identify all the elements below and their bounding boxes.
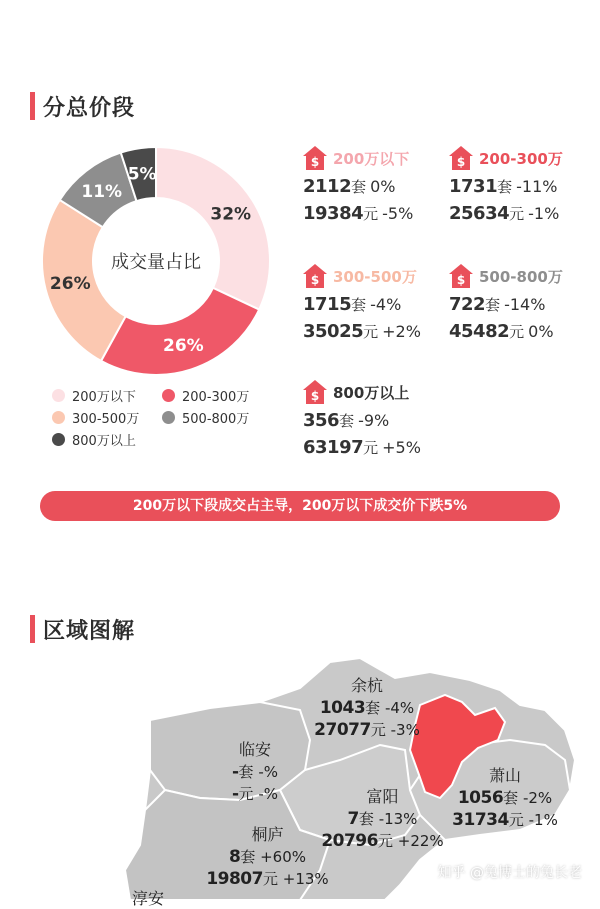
price-suffix: 元 [363, 205, 379, 223]
section-title-text: 区域图解 [43, 618, 136, 644]
units-change: 0% [370, 177, 396, 196]
legend-item-200-300 [162, 386, 249, 405]
units-value: 2112 [303, 176, 352, 197]
price-value: 45482 [449, 321, 510, 342]
district-yuhang [312, 673, 422, 740]
watermark: 知乎 @兔博士的兔长老 [437, 865, 582, 881]
price-suffix: 元 [509, 323, 525, 341]
legend-item-300-500 [52, 408, 139, 427]
price-block-over-800 [303, 380, 421, 458]
units-suffix: 套 [503, 789, 519, 807]
price-value: 19384 [303, 203, 364, 224]
units-value: 1715 [303, 294, 352, 315]
district-tonglu [205, 822, 330, 889]
district-units-change: +60% [260, 848, 307, 866]
district-name: 桐庐 [251, 825, 284, 844]
price-change: +2% [382, 322, 421, 341]
district-name: 余杭 [350, 676, 383, 695]
district-name: 临安 [238, 740, 271, 759]
district-price: - [231, 784, 239, 804]
price-house-icon: $ [449, 264, 473, 288]
price-suffix: 元 [508, 811, 524, 829]
price-block-300-500 [303, 264, 421, 342]
price-suffix: 元 [363, 323, 379, 341]
units-value: 356 [303, 410, 340, 431]
units-suffix: 套 [351, 296, 367, 314]
price-value: 63197 [303, 437, 364, 458]
summary-banner: 200万以下段成交占主导，200万以下成交价下跌5% [40, 491, 560, 521]
price-change: -1% [528, 204, 560, 223]
legend-dot [52, 433, 65, 446]
price-house-icon: $ [449, 146, 473, 170]
district-units-change: -2% [522, 789, 553, 807]
units-value: 722 [449, 294, 486, 315]
price-block-category: 200-300万 [479, 149, 563, 168]
price-house-icon: $ [303, 380, 327, 404]
price-block-under-200 [303, 146, 413, 224]
district-linan [205, 737, 305, 804]
units-suffix: 套 [339, 412, 355, 430]
price-suffix: 元 [370, 721, 386, 739]
section-title-price-range [30, 91, 135, 121]
legend-dot [162, 389, 175, 402]
units-change: -9% [358, 411, 390, 430]
legend-item-500-800 [162, 408, 249, 427]
district-price: 20796 [321, 831, 378, 851]
price-value: 35025 [303, 321, 364, 342]
price-block-category: 800万以上 [333, 383, 410, 402]
title-accent-bar [30, 92, 35, 120]
donut-slice-label: 11% [81, 182, 123, 203]
price-change: -5% [382, 204, 414, 223]
section-title-text: 分总价段 [43, 95, 136, 121]
title-accent-bar [30, 615, 35, 643]
units-suffix: 套 [351, 178, 367, 196]
price-suffix: 元 [363, 439, 379, 457]
donut-slice [101, 288, 259, 375]
price-suffix: 元 [509, 205, 525, 223]
district-units: 8 [228, 847, 241, 867]
district-name: 富阳 [366, 787, 399, 806]
district-price: 19807 [206, 869, 263, 889]
district-chunan [118, 886, 178, 909]
volume-share-donut-chart [40, 145, 272, 377]
legend-label: 200万以下 [72, 390, 136, 405]
donut-slice [156, 147, 270, 310]
legend-dot [162, 411, 175, 424]
units-suffix: 套 [497, 178, 513, 196]
units-suffix: 套 [240, 848, 256, 866]
donut-slice-label: 5% [127, 164, 157, 185]
district-units-change: -13% [378, 810, 418, 828]
units-suffix: 套 [365, 699, 381, 717]
price-suffix: 元 [377, 832, 393, 850]
units-change: -11% [516, 177, 558, 196]
donut-slice-label: 32% [210, 204, 252, 225]
district-price-change: -% [258, 785, 279, 803]
price-block-category: 500-800万 [479, 267, 563, 286]
price-house-icon: $ [303, 264, 327, 288]
price-block-200-300 [449, 146, 563, 224]
legend-label: 800万以上 [72, 434, 136, 449]
price-suffix: 元 [262, 870, 278, 888]
district-price-change: +13% [282, 870, 329, 888]
legend-label: 200-300万 [182, 390, 250, 405]
district-price: 27077 [314, 720, 371, 740]
legend-item-over-800 [52, 430, 136, 449]
district-units-change: -4% [384, 699, 415, 717]
district-price-change: +22% [397, 832, 444, 850]
price-block-category: 300-500万 [333, 267, 417, 286]
district-price-change: -3% [390, 721, 420, 739]
units-suffix: 套 [485, 296, 501, 314]
price-house-icon: $ [303, 146, 327, 170]
legend-item-under-200 [52, 386, 136, 405]
price-change: +5% [382, 438, 421, 457]
price-suffix: 元 [238, 785, 254, 803]
units-suffix: 套 [358, 810, 374, 828]
units-value: 1731 [449, 176, 498, 197]
donut-slice-label: 26% [162, 336, 204, 357]
price-block-category: 200万以下 [333, 149, 410, 168]
district-name: 淳安 [131, 889, 164, 908]
district-units: - [231, 762, 239, 782]
section-title-region [30, 614, 135, 644]
units-change: -14% [504, 295, 546, 314]
district-units: 1056 [457, 788, 504, 808]
legend-dot [52, 389, 65, 402]
price-block-500-800 [449, 264, 563, 342]
district-fuyang [320, 784, 445, 851]
legend-label: 300-500万 [72, 412, 140, 427]
district-xiaoshan [450, 763, 560, 830]
donut-slice-label: 26% [49, 274, 91, 295]
donut-center-title: 成交量占比 [111, 252, 201, 273]
district-units: 1043 [319, 698, 366, 718]
district-units: 7 [347, 809, 359, 829]
district-units-change: -% [258, 763, 279, 781]
legend-label: 500-800万 [182, 412, 250, 427]
units-suffix: 套 [238, 763, 254, 781]
price-value: 25634 [449, 203, 510, 224]
district-name: 萧山 [488, 766, 521, 785]
units-change: -4% [370, 295, 402, 314]
price-change: 0% [528, 322, 554, 341]
district-price-change: -1% [528, 811, 558, 829]
legend-dot [52, 411, 65, 424]
district-price: 31734 [452, 810, 509, 830]
